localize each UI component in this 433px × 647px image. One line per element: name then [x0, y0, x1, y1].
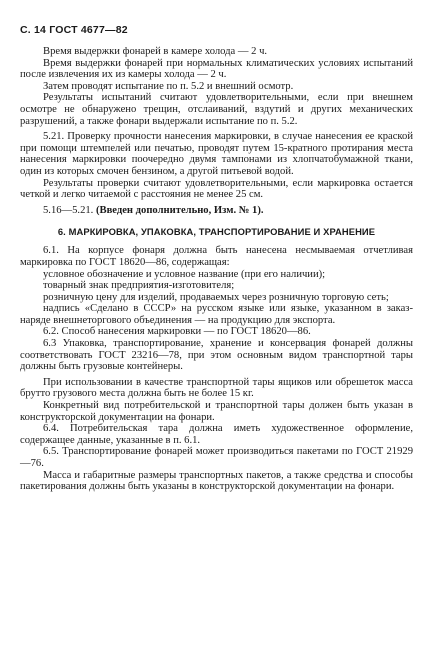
paragraph: Время выдержки фонарей в камере холода — 2 ч.: [43, 46, 268, 57]
paragraph: товарный знак предприятия-изготовителя;: [43, 280, 235, 292]
paragraph: 6.4. Потребительская тара должна иметь художественное оформление, содержащее данные, указанные в п. 6.1.: [20, 423, 413, 446]
paragraph: 5.21. Проверку прочности нанесения маркировки, в случае нанесения ее краской при помощи штемпелей или печатью, проводят путем 15-кратного протирания места нанесения маркировки поочередно двумя тампонами из хлопчатобумажной ткани, один из которых смочен бензином, а другой питьевой водой.: [20, 131, 413, 177]
section-title: 6. МАРКИРОВКА, УПАКОВКА, ТРАНСПОРТИРОВАНИЕ И ХРАНЕНИЕ: [57, 226, 376, 238]
paragraph: надпись «Сделано в СССР» на русском языке или языке, указанном в заказ-наряде внешнеторгового объединения — на продукцию для экспорта.: [20, 303, 413, 326]
paragraph: 6.3 Упаковка, транспортирование, хранение и консервация фонарей должны соответствовать ГОСТ 23216—78, при этом основным видом транспортной тары должны быть грузовые контейнеры.: [20, 338, 413, 373]
paragraph: розничную цену для изделий, продаваемых через розничную торговую сеть;: [43, 291, 389, 303]
paragraph: Масса и габаритные размеры транспортных пакетов, а также средства и способы пакетирования должны быть указаны в конструкторской документации на фонари.: [20, 469, 413, 493]
amendment-range: 5.16—5.21.: [43, 204, 94, 216]
paragraph: 6.5. Транспортирование фонарей может производиться пакетами по ГОСТ 21929—76.: [20, 446, 413, 469]
paragraph: При использовании в качестве транспортной тары ящиков или обрешеток масса брутто грузового места должна быть не более 15 кг.: [20, 376, 413, 400]
paragraph: Время выдержки фонарей при нормальных климатических условиях испытаний после извлечения их из камеры холода — 2 ч.: [20, 57, 413, 81]
paragraph: Конкретный вид потребительской и транспортной тары должен быть указан в конструкторской документации на фонари.: [20, 400, 413, 423]
paragraph: Затем проводят испытание по п. 5.2 и внешний осмотр.: [43, 80, 294, 92]
paragraph: 6.2. Способ нанесения маркировки — по ГОСТ 18620—86.: [43, 326, 311, 338]
page-header: С. 14 ГОСТ 4677—82: [20, 24, 128, 36]
amendment-note: [20, 205, 413, 217]
paragraph: Результаты проверки считают удовлетворительными, если маркировка остается четкой и легко читаемой с расстояния не менее 25 см.: [20, 177, 413, 201]
paragraph: 6.1. На корпусе фонаря должна быть нанесена несмываемая отчетливая маркировка по ГОСТ 18620—86, содержащая:: [20, 245, 413, 268]
paragraph: Результаты испытаний считают удовлетворительными, если при внешнем осмотре не обнаружено трещин, отслаиваний, вздутий и других механических разрушений, а также фонари выдержали испытание по п. 5.2.: [20, 92, 413, 127]
paragraph: условное обозначение и условное название (при его наличии);: [43, 268, 326, 280]
amendment-text: (Введен дополнительно, Изм. № 1).: [95, 204, 264, 216]
document-body: [20, 46, 413, 493]
